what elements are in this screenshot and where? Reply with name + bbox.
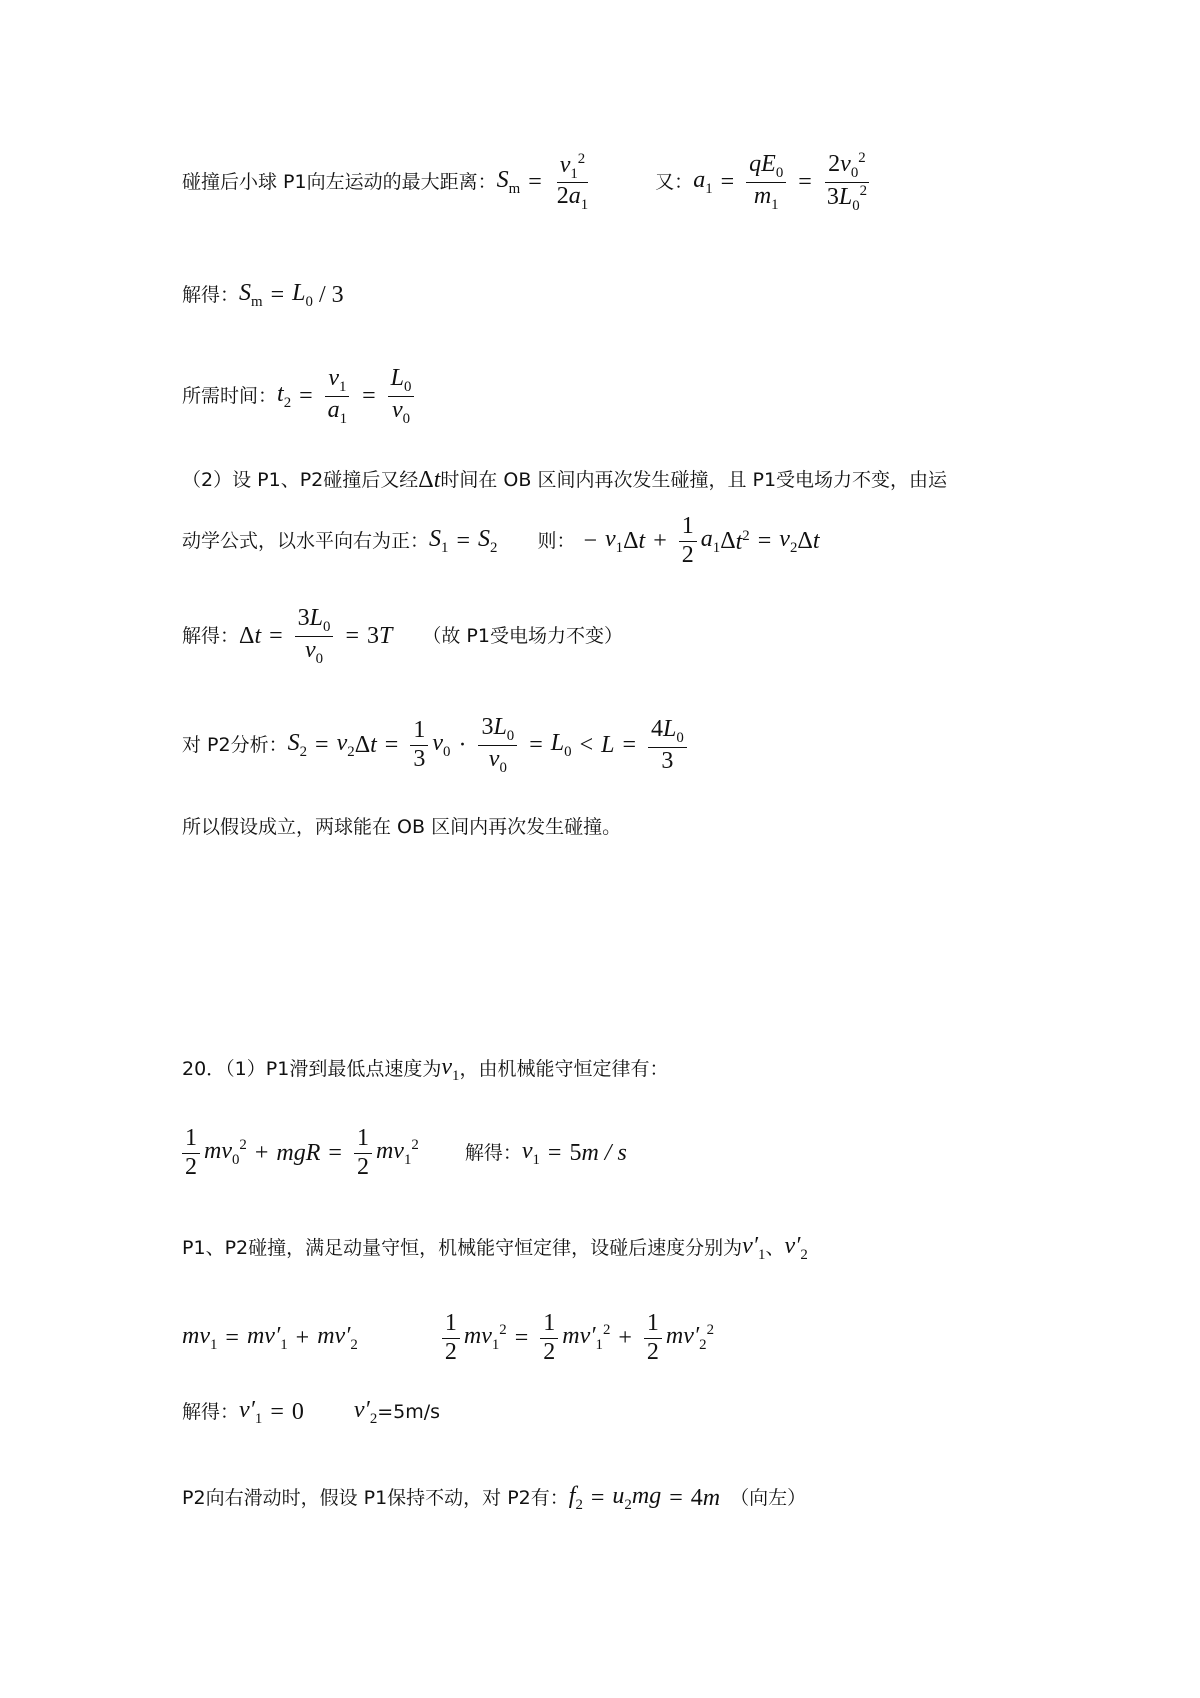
fraction: $\frac{L_0}{v_0}$ bbox=[388, 365, 415, 428]
fraction: $\frac{v_1}{a_1}$ bbox=[325, 365, 350, 428]
eq-energy-conservation: $\frac{1}{2}$ $mv_0^2$ + mgR = $\frac{1}{2}$ $mv_1^2$ 解得： $v_1$ = 5 m / s bbox=[182, 1125, 627, 1181]
fraction: $\frac{3L_0}{v_0}$ bbox=[295, 605, 334, 668]
q20-intro: 20．（1）P 1 滑到最低点速度为 $v_1$ ，由机械能守恒定律有： bbox=[182, 1054, 669, 1084]
fraction: $\frac{2v_0^2}{3L_0^2}$ bbox=[826, 150, 868, 214]
eq-displacement: 动学公式，以水平向右为正： $S_1$ = $S_2$ 则： − $v_1$ Δ t + $\frac{1}{2}$ $a_1$ Δ $t^2$ = $v_2$ Δ t bbox=[182, 513, 820, 568]
fraction: $\frac{1}{2}$ bbox=[679, 513, 697, 569]
fraction: $\frac{4L_0}{3}$ bbox=[648, 716, 687, 775]
fraction: $\frac{qE_0}{m_1}$ bbox=[746, 151, 786, 214]
fraction: $\frac{1}{3}$ bbox=[410, 717, 428, 773]
para-part2-intro: （2）设 P 1 、P 2 碰撞后又经 Δ t 时间在 OB 区间内再次发生碰撞，且 P 1 受电场力不变，由运 bbox=[182, 467, 948, 493]
eq-velocities-result: 解得： $v'_1$ = 0 $v'_2$ =5m/s bbox=[182, 1397, 441, 1427]
conclusion: 所以假设成立，两球能在 OB 区间内再次发生碰撞。 bbox=[182, 816, 622, 838]
fraction: $\frac{1}{2}$ bbox=[182, 1125, 200, 1181]
fraction: $\frac{v_1^2}{2a_1}$ bbox=[556, 150, 589, 214]
fraction: $\frac{1}{2}$ bbox=[644, 1310, 662, 1366]
collision-desc: P 1 、P 2 碰撞，满足动量守恒，机械能守恒定律，设碰后速度分别为 $v'_1$ 、 $v'_2$ bbox=[182, 1233, 808, 1263]
friction-analysis: P 2 向右滑动时，假设 P 1 保持不动，对 P 2 有： $f_2$ = $u_2mg$ = 4 m （向左） bbox=[182, 1483, 807, 1513]
eq-time-needed: 所需时间： $t_2$ = $\frac{v_1}{a_1}$ = $\frac{L_0}{v_0}$ bbox=[182, 365, 418, 428]
fraction: $\frac{1}{2}$ bbox=[540, 1310, 558, 1366]
fraction: $\frac{1}{2}$ bbox=[354, 1125, 372, 1181]
fraction: $\frac{1}{2}$ bbox=[442, 1310, 460, 1366]
eq-delta-t: 解得： Δ t = $\frac{3L_0}{v_0}$ = 3 T （故 P 1 受电场力不变） bbox=[182, 605, 623, 667]
eq-max-distance: 碰撞后小球 P 1 向左运动的最大距离： $S_m$ = $\frac{v_1^2}{2a_1}$ 又： $a_1$ = $\frac{qE_0}{m_1}$ = $\frac{2v_0^2}{3L_0^2}$ bbox=[182, 150, 874, 215]
eq-p2-analysis: 对 P 2 分析： $S_2$ = $v_2$ Δ t = $\frac{1}{3}$ $v_0$ · $\frac{3L_0}{v_0}$ = $L_0$ < L = $\frac{4L_0}{3}$ bbox=[182, 714, 691, 777]
eq-momentum-energy: $mv_1$ = $mv'_1$ + $mv'_2$ $\frac{1}{2}$ $mv_1^2$ = $\frac{1}{2}$ $mv'_1^2$ + $\frac{1}{2}$ $mv'_2^2$ bbox=[182, 1310, 715, 1365]
fraction: $\frac{3L_0}{v_0}$ bbox=[478, 714, 517, 777]
eq-sm-result: 解得： $S_m$ = $L_0$ / 3 bbox=[182, 280, 344, 310]
